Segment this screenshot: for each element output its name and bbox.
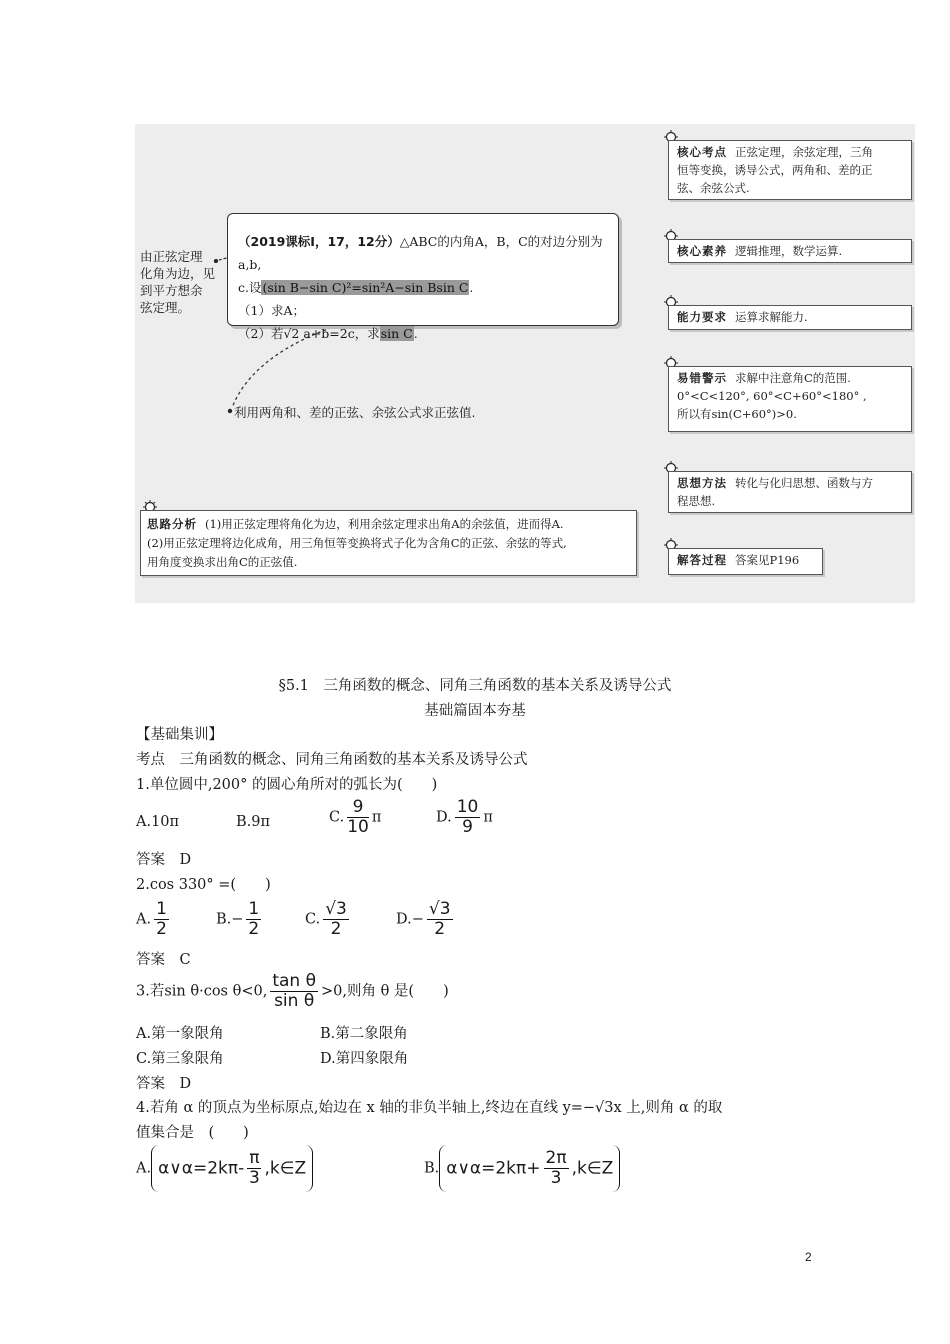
tip-ability bbox=[668, 305, 912, 330]
pi-symbol: π bbox=[371, 809, 382, 826]
question-line2-pre: c.设 bbox=[238, 280, 262, 295]
q2-option-b bbox=[216, 900, 264, 939]
tip-line: 正弦定理，余弦定理，三角 bbox=[735, 145, 873, 159]
section-title: §5.1 三角函数的概念、同角三角函数的基本关系及诱导公式 bbox=[278, 678, 672, 694]
fraction-den: 2 bbox=[248, 919, 260, 939]
option-label: D. bbox=[436, 809, 452, 826]
option-label: D.− bbox=[396, 911, 424, 928]
fraction-num: 10 bbox=[456, 797, 479, 817]
analysis-title: 思路分析 bbox=[147, 517, 197, 531]
q3-option-a: A.第一象限角 bbox=[136, 1026, 224, 1042]
q4-stem-line2: 值集合是 ( ) bbox=[136, 1125, 249, 1141]
tip-line: 0°<C<120°, 60°<C+60°<180° , bbox=[677, 389, 867, 403]
left-note-line: 由正弦定理 bbox=[140, 249, 203, 264]
tip-line: 逻辑推理，数学运算. bbox=[735, 244, 843, 258]
q1-option-d bbox=[436, 798, 493, 837]
tip-core-literacy bbox=[668, 239, 912, 263]
q4-option-a bbox=[136, 1145, 313, 1192]
tip-title: 易错警示 bbox=[677, 371, 727, 385]
tip-line: 运算求解能力. bbox=[735, 310, 808, 324]
q3-stem-post: >0,则角 θ 是( ) bbox=[321, 983, 449, 1000]
fraction-den: 2 bbox=[330, 919, 342, 939]
tip-line: 答案见P196 bbox=[735, 553, 800, 567]
set-expr: ,k∈Z bbox=[571, 1158, 614, 1179]
q1-option-c bbox=[329, 798, 381, 837]
tip-title: 核心素养 bbox=[677, 244, 727, 258]
fraction bbox=[270, 972, 318, 1011]
q1-option-b: B.9π bbox=[236, 814, 271, 830]
fraction bbox=[347, 798, 369, 837]
bracket-title: 【基础集训】 bbox=[136, 727, 223, 743]
fraction bbox=[154, 900, 169, 939]
fraction-den: 2 bbox=[156, 919, 167, 939]
option-label: A. bbox=[136, 911, 152, 928]
fraction-den: sin θ bbox=[274, 991, 315, 1011]
fraction bbox=[246, 900, 261, 939]
q1-stem: 1.单位圆中,200° 的圆心角所对的弧长为( ) bbox=[136, 777, 438, 793]
analysis-line: (2)用正弦定理将边化成角，用三角恒等变换将式子化为含角C的正弦、余弦的等式, bbox=[147, 536, 567, 550]
analysis-box bbox=[140, 510, 637, 576]
left-note-line: 化角为边，见 bbox=[140, 266, 216, 281]
subtitle: 基础篇固本夯基 bbox=[424, 703, 526, 719]
fraction bbox=[544, 1149, 569, 1188]
bottom-handwritten-note: 利用两角和、差的正弦、余弦公式求正弦值. bbox=[234, 405, 476, 420]
fraction bbox=[247, 1149, 261, 1188]
highlight-target: sin C bbox=[380, 326, 413, 341]
set-braces bbox=[151, 1145, 313, 1192]
fraction-den: 9 bbox=[462, 817, 473, 837]
tip-line: 转化与化归思想、函数与方 bbox=[735, 476, 873, 490]
tip-title: 能力要求 bbox=[677, 310, 727, 324]
question-part1: （1）求A； bbox=[238, 303, 305, 318]
q3-stem bbox=[136, 972, 449, 1011]
question-line1: △ABC的内角A，B，C的对边分别为a,b, bbox=[238, 234, 603, 272]
analysis-line: 用角度变换求出角C的正弦值. bbox=[147, 555, 298, 569]
fraction-num: 9 bbox=[347, 798, 369, 818]
q4-option-b bbox=[424, 1145, 620, 1192]
question-source-tag: （2019课标Ⅰ，17，12分） bbox=[238, 234, 400, 249]
page-number: 2 bbox=[805, 1250, 812, 1264]
fraction bbox=[455, 798, 481, 837]
fraction-num: √3 bbox=[428, 899, 451, 919]
fraction-num: √3 bbox=[325, 899, 347, 919]
q3-answer: 答案 D bbox=[136, 1076, 192, 1092]
tip-title: 核心考点 bbox=[677, 145, 727, 159]
fraction-den: 2 bbox=[434, 919, 446, 939]
option-label: B. bbox=[424, 1160, 440, 1177]
question-part2: （2）若√2 a+b=2c，求 bbox=[238, 326, 380, 341]
tip-line: 程思想. bbox=[677, 494, 716, 508]
fraction-num: 2π bbox=[545, 1148, 567, 1168]
set-expr: ,k∈Z bbox=[264, 1158, 307, 1179]
question-box bbox=[227, 213, 619, 341]
option-label: A. bbox=[136, 1160, 152, 1177]
kaodian: 考点 三角函数的概念、同角三角函数的基本关系及诱导公式 bbox=[136, 752, 528, 768]
tip-title: 解答过程 bbox=[677, 553, 727, 567]
question-line2-post: . bbox=[469, 280, 474, 295]
tip-title: 思想方法 bbox=[677, 476, 727, 490]
tip-line: 恒等变换，诱导公式，两角和、差的正 bbox=[677, 163, 873, 177]
q2-option-a bbox=[136, 900, 172, 939]
q2-option-c bbox=[305, 900, 352, 939]
left-handwritten-note bbox=[140, 248, 215, 316]
q3-option-c: C.第三象限角 bbox=[136, 1051, 224, 1067]
q3-option-d: D.第四象限角 bbox=[320, 1051, 409, 1067]
q4-stem-line1: 4.若角 α 的顶点为坐标原点,始边在 x 轴的非负半轴上,终边在直线 y=−√3x 上,则角 α 的取 bbox=[136, 1100, 723, 1116]
analysis-line: (1)用正弦定理将角化为边，利用余弦定理求出角A的余弦值，进而得A. bbox=[205, 517, 564, 531]
q1-answer: 答案 D bbox=[136, 852, 192, 868]
option-label: B.− bbox=[216, 911, 244, 928]
fraction-den: 3 bbox=[550, 1168, 562, 1188]
tip-core-points bbox=[668, 140, 912, 200]
tip-common-errors bbox=[668, 366, 912, 432]
fraction-num: 1 bbox=[248, 899, 260, 919]
tip-solution bbox=[668, 548, 823, 575]
q3-option-b: B.第二象限角 bbox=[320, 1026, 408, 1042]
fraction-den: 3 bbox=[248, 1168, 260, 1188]
highlight-condition: (sin B−sin C)²=sin²A−sin Bsin C bbox=[262, 280, 469, 295]
left-note-line: 到平方想余 bbox=[140, 283, 203, 298]
q2-stem: 2.cos 330° =( ) bbox=[136, 877, 271, 893]
option-label: C. bbox=[329, 809, 345, 826]
set-braces bbox=[439, 1145, 620, 1192]
option-label: C. bbox=[305, 911, 321, 928]
pi-symbol: π bbox=[483, 809, 493, 826]
fraction-num: 1 bbox=[156, 899, 167, 919]
set-expr: α∨α=2kπ- bbox=[158, 1158, 245, 1179]
fraction-num: π bbox=[249, 1148, 260, 1168]
fraction bbox=[323, 900, 349, 939]
set-expr: α∨α=2kπ+ bbox=[446, 1158, 541, 1179]
tip-line: 所以有sin(C+60°)>0. bbox=[677, 407, 797, 421]
question-line4-post: . bbox=[413, 326, 418, 341]
fraction-num: tan θ bbox=[272, 971, 316, 991]
q1-option-a: A.10π bbox=[136, 814, 180, 830]
fraction bbox=[427, 900, 453, 939]
q2-answer: 答案 C bbox=[136, 952, 191, 968]
q2-option-d bbox=[396, 900, 456, 939]
left-note-line: 弦定理。 bbox=[140, 300, 191, 315]
tip-line: 弦、余弦公式. bbox=[677, 181, 750, 195]
q3-stem-pre: 3.若sin θ·cos θ<0, bbox=[136, 983, 268, 1000]
tip-line: 求解中注意角C的范围. bbox=[735, 371, 851, 385]
fraction-den: 10 bbox=[347, 817, 369, 837]
tip-methods bbox=[668, 471, 912, 513]
